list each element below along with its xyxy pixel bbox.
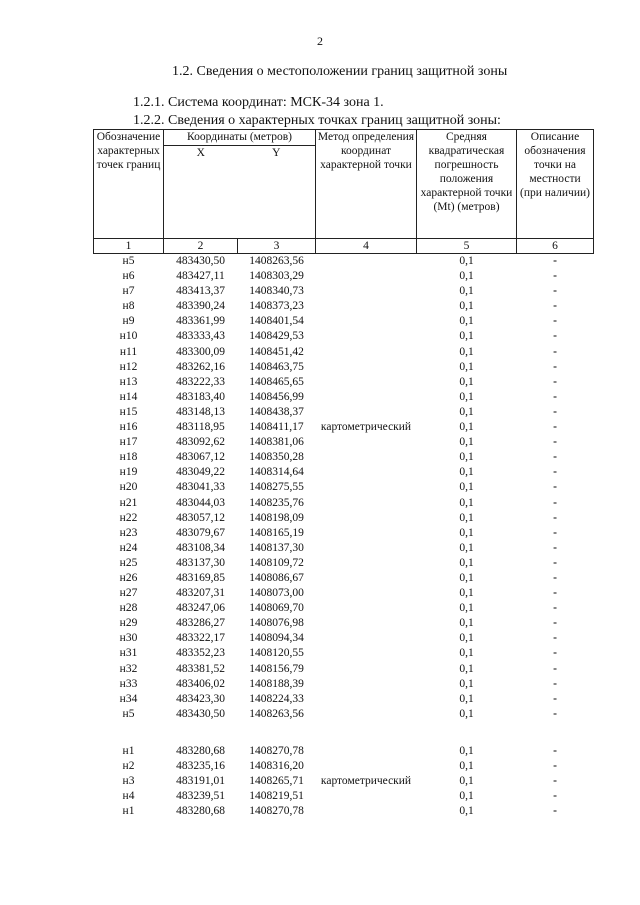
subsection-coordinate-system: 1.2.1. Система координат: МСК-34 зона 1. bbox=[133, 95, 384, 110]
method-cell bbox=[316, 556, 417, 571]
column-number: 2 bbox=[164, 239, 238, 254]
point-id: н11 bbox=[119, 345, 138, 358]
y-coordinate: 1408456,99 bbox=[249, 390, 304, 403]
description-value: - bbox=[553, 571, 557, 584]
section-title: 1.2. Сведения о местоположении границ защитной зоны bbox=[172, 64, 508, 79]
y-coordinate: 1408094,34 bbox=[249, 632, 304, 645]
y-coordinate: 1408235,76 bbox=[249, 496, 304, 509]
y-coordinate: 1408463,75 bbox=[249, 360, 304, 373]
table-row bbox=[94, 269, 594, 284]
error-value: 0,1 bbox=[459, 270, 474, 283]
error-value: 0,1 bbox=[459, 744, 474, 757]
error-value: 0,1 bbox=[459, 805, 474, 818]
y-coordinate: 1408270,78 bbox=[249, 744, 304, 757]
method-cell: картометрический bbox=[320, 421, 412, 434]
point-id: н13 bbox=[119, 375, 138, 388]
point-id: н8 bbox=[122, 300, 135, 313]
x-coordinate: 483280,68 bbox=[176, 744, 225, 757]
description-value: - bbox=[553, 360, 557, 373]
description-value: - bbox=[553, 436, 557, 449]
table-row bbox=[94, 744, 594, 759]
point-id: н22 bbox=[119, 511, 138, 524]
description-value: - bbox=[553, 390, 557, 403]
error-value: 0,1 bbox=[459, 677, 474, 690]
error-value: 0,1 bbox=[459, 285, 474, 298]
method-cell bbox=[316, 571, 417, 586]
x-coordinate: 483235,16 bbox=[176, 760, 225, 772]
x-coordinate: 483169,85 bbox=[176, 571, 225, 584]
description-value: - bbox=[553, 692, 557, 705]
error-value: 0,1 bbox=[459, 541, 474, 554]
x-coordinate: 483049,22 bbox=[176, 466, 225, 479]
description-value: - bbox=[553, 466, 557, 479]
point-id: н5 bbox=[122, 707, 135, 720]
description-value: - bbox=[553, 541, 557, 554]
table-row bbox=[94, 284, 594, 299]
method-cell bbox=[316, 284, 417, 299]
x-coordinate: 483137,30 bbox=[176, 556, 225, 569]
description-value: - bbox=[553, 496, 557, 509]
description-value: - bbox=[553, 526, 557, 539]
method-cell bbox=[316, 646, 417, 661]
point-id: н3 bbox=[122, 775, 135, 788]
x-coordinate: 483191,01 bbox=[176, 775, 225, 788]
description-value: - bbox=[553, 647, 557, 660]
error-value: 0,1 bbox=[459, 571, 474, 584]
y-coordinate: 1408073,00 bbox=[249, 587, 304, 600]
description-value: - bbox=[553, 775, 557, 788]
method-cell bbox=[316, 269, 417, 284]
error-value: 0,1 bbox=[459, 587, 474, 600]
error-value: 0,1 bbox=[459, 451, 474, 464]
table-row bbox=[94, 692, 594, 707]
error-value: 0,1 bbox=[459, 617, 474, 630]
description-value: - bbox=[553, 760, 557, 772]
x-coordinate: 483079,67 bbox=[176, 526, 225, 539]
y-coordinate: 1408303,29 bbox=[249, 270, 304, 283]
error-value: 0,1 bbox=[459, 405, 474, 418]
x-coordinate: 483390,24 bbox=[176, 300, 225, 313]
table-row bbox=[94, 314, 594, 329]
table-row bbox=[94, 299, 594, 314]
method-cell bbox=[316, 480, 417, 495]
x-coordinate: 483067,12 bbox=[176, 451, 225, 464]
method-cell bbox=[316, 450, 417, 465]
point-id: н34 bbox=[119, 692, 138, 705]
method-cell bbox=[316, 360, 417, 375]
y-coordinate: 1408465,65 bbox=[249, 375, 304, 388]
table-row bbox=[94, 345, 594, 360]
error-value: 0,1 bbox=[459, 390, 474, 403]
point-id: н24 bbox=[119, 541, 138, 554]
point-id: н2 bbox=[122, 760, 135, 772]
header-y: Y bbox=[238, 146, 316, 239]
table-row bbox=[94, 759, 594, 774]
point-id: н20 bbox=[119, 481, 138, 494]
method-cell bbox=[316, 526, 417, 541]
error-value: 0,1 bbox=[459, 300, 474, 313]
header-x: X bbox=[164, 146, 238, 239]
point-id: н17 bbox=[119, 436, 138, 449]
error-value: 0,1 bbox=[459, 632, 474, 645]
table-body bbox=[94, 254, 594, 820]
method-cell bbox=[316, 692, 417, 707]
subsection-points-info: 1.2.2. Сведения о характерных точках границ защитной зоны: bbox=[133, 113, 501, 128]
page-number: 2 bbox=[317, 34, 323, 48]
error-value: 0,1 bbox=[459, 602, 474, 615]
x-coordinate: 483262,16 bbox=[176, 360, 225, 373]
method-cell bbox=[316, 744, 417, 759]
group-separator bbox=[94, 722, 594, 744]
method-cell bbox=[316, 496, 417, 511]
description-value: - bbox=[553, 421, 557, 434]
method-cell bbox=[316, 586, 417, 601]
table-row bbox=[94, 631, 594, 646]
error-value: 0,1 bbox=[459, 647, 474, 660]
x-coordinate: 483381,52 bbox=[176, 662, 225, 675]
point-id: н10 bbox=[119, 330, 138, 343]
description-value: - bbox=[553, 405, 557, 418]
y-coordinate: 1408165,19 bbox=[249, 526, 304, 539]
point-id: н4 bbox=[122, 790, 135, 803]
x-coordinate: 483057,12 bbox=[176, 511, 225, 524]
method-cell bbox=[316, 405, 417, 420]
y-coordinate: 1408198,09 bbox=[249, 511, 304, 524]
description-value: - bbox=[553, 632, 557, 645]
y-coordinate: 1408224,33 bbox=[249, 692, 304, 705]
table-row bbox=[94, 390, 594, 405]
y-coordinate: 1408156,79 bbox=[249, 662, 304, 675]
method-cell bbox=[316, 511, 417, 526]
x-coordinate: 483322,17 bbox=[176, 632, 225, 645]
x-coordinate: 483118,95 bbox=[176, 421, 225, 434]
x-coordinate: 483222,33 bbox=[176, 375, 225, 388]
x-coordinate: 483280,68 bbox=[176, 805, 225, 818]
error-value: 0,1 bbox=[459, 775, 474, 788]
method-cell bbox=[316, 789, 417, 804]
description-value: - bbox=[553, 345, 557, 358]
y-coordinate: 1408188,39 bbox=[249, 677, 304, 690]
method-cell bbox=[316, 601, 417, 616]
table-row bbox=[94, 789, 594, 804]
table-row bbox=[94, 420, 594, 435]
description-value: - bbox=[553, 707, 557, 720]
error-value: 0,1 bbox=[459, 707, 474, 720]
point-id: н25 bbox=[119, 556, 138, 569]
x-coordinate: 483430,50 bbox=[176, 707, 225, 720]
table-row bbox=[94, 405, 594, 420]
table-row bbox=[94, 601, 594, 616]
error-value: 0,1 bbox=[459, 255, 474, 267]
error-value: 0,1 bbox=[459, 481, 474, 494]
x-coordinate: 483247,06 bbox=[176, 602, 225, 615]
point-id: н21 bbox=[119, 496, 138, 509]
x-coordinate: 483333,43 bbox=[176, 330, 225, 343]
error-value: 0,1 bbox=[459, 345, 474, 358]
table-row bbox=[94, 774, 594, 789]
table-row bbox=[94, 646, 594, 661]
method-cell bbox=[316, 804, 417, 819]
description-value: - bbox=[553, 511, 557, 524]
y-coordinate: 1408401,54 bbox=[249, 315, 304, 328]
column-number: 4 bbox=[316, 239, 417, 254]
table-row bbox=[94, 435, 594, 450]
y-coordinate: 1408069,70 bbox=[249, 602, 304, 615]
table-row bbox=[94, 480, 594, 495]
y-coordinate: 1408263,56 bbox=[249, 707, 304, 720]
y-coordinate: 1408076,98 bbox=[249, 617, 304, 630]
x-coordinate: 483430,50 bbox=[176, 255, 225, 267]
description-value: - bbox=[553, 315, 557, 328]
description-value: - bbox=[553, 790, 557, 803]
table-row bbox=[94, 496, 594, 511]
table-row bbox=[94, 360, 594, 375]
description-value: - bbox=[553, 255, 557, 267]
description-value: - bbox=[553, 805, 557, 818]
y-coordinate: 1408270,78 bbox=[249, 805, 304, 818]
y-coordinate: 1408429,53 bbox=[249, 330, 304, 343]
error-value: 0,1 bbox=[459, 692, 474, 705]
y-coordinate: 1408275,55 bbox=[249, 481, 304, 494]
point-id: н16 bbox=[119, 421, 138, 434]
point-id: н31 bbox=[119, 647, 138, 660]
table-row bbox=[94, 677, 594, 692]
table-row bbox=[94, 804, 594, 819]
y-coordinate: 1408381,06 bbox=[249, 436, 304, 449]
x-coordinate: 483423,30 bbox=[176, 692, 225, 705]
point-id: н23 bbox=[119, 526, 138, 539]
error-value: 0,1 bbox=[459, 421, 474, 434]
point-id: н29 bbox=[119, 617, 138, 630]
error-value: 0,1 bbox=[459, 496, 474, 509]
description-value: - bbox=[553, 481, 557, 494]
column-number: 6 bbox=[517, 239, 594, 254]
error-value: 0,1 bbox=[459, 662, 474, 675]
x-coordinate: 483286,27 bbox=[176, 617, 225, 630]
method-cell bbox=[316, 677, 417, 692]
description-value: - bbox=[553, 375, 557, 388]
table-row bbox=[94, 586, 594, 601]
description-value: - bbox=[553, 330, 557, 343]
method-cell bbox=[316, 631, 417, 646]
y-coordinate: 1408137,30 bbox=[249, 541, 304, 554]
description-value: - bbox=[553, 602, 557, 615]
description-value: - bbox=[553, 270, 557, 283]
error-value: 0,1 bbox=[459, 760, 474, 772]
separator-cell bbox=[94, 722, 594, 744]
method-cell bbox=[316, 345, 417, 360]
y-coordinate: 1408314,64 bbox=[249, 466, 304, 479]
x-coordinate: 483207,31 bbox=[176, 587, 225, 600]
table-row bbox=[94, 375, 594, 390]
x-coordinate: 483352,23 bbox=[176, 647, 225, 660]
point-id: н18 bbox=[119, 451, 138, 464]
table-row bbox=[94, 616, 594, 631]
method-cell bbox=[316, 465, 417, 480]
y-coordinate: 1408265,71 bbox=[249, 775, 304, 788]
column-number: 3 bbox=[238, 239, 316, 254]
table-row bbox=[94, 465, 594, 480]
point-id: н7 bbox=[122, 285, 135, 298]
error-value: 0,1 bbox=[459, 375, 474, 388]
table-row bbox=[94, 571, 594, 586]
point-id: н30 bbox=[119, 632, 138, 645]
column-number: 5 bbox=[417, 239, 517, 254]
x-coordinate: 483044,03 bbox=[176, 496, 225, 509]
method-cell bbox=[316, 329, 417, 344]
table-row bbox=[94, 511, 594, 526]
description-value: - bbox=[553, 556, 557, 569]
point-id: н9 bbox=[122, 315, 135, 328]
point-id: н19 bbox=[119, 466, 138, 479]
description-value: - bbox=[553, 451, 557, 464]
table-row bbox=[94, 254, 594, 270]
method-cell bbox=[316, 254, 417, 270]
point-id: н33 bbox=[119, 677, 138, 690]
y-coordinate: 1408340,73 bbox=[249, 285, 304, 298]
x-coordinate: 483108,34 bbox=[176, 541, 225, 554]
error-value: 0,1 bbox=[459, 526, 474, 539]
x-coordinate: 483041,33 bbox=[176, 481, 225, 494]
method-cell bbox=[316, 662, 417, 677]
error-value: 0,1 bbox=[459, 511, 474, 524]
table-header bbox=[94, 130, 594, 254]
method-cell bbox=[316, 541, 417, 556]
header-error: Средняя квадратическая погрешность положения характерной точки (Mt) (метров) bbox=[417, 130, 517, 239]
method-cell bbox=[316, 314, 417, 329]
coordinates-table bbox=[93, 129, 594, 819]
x-coordinate: 483092,62 bbox=[176, 436, 225, 449]
header-description: Описание обозначения точки на местности (при наличии) bbox=[517, 130, 594, 239]
y-coordinate: 1408219,51 bbox=[249, 790, 304, 803]
method-cell bbox=[316, 390, 417, 405]
table-row bbox=[94, 707, 594, 722]
header-method: Метод определения координат характерной точки bbox=[316, 130, 417, 239]
point-id: н27 bbox=[119, 587, 138, 600]
description-value: - bbox=[553, 677, 557, 690]
point-id: н5 bbox=[122, 255, 135, 267]
column-numbers-row bbox=[94, 239, 594, 254]
error-value: 0,1 bbox=[459, 790, 474, 803]
header-coordinates: Координаты (метров) bbox=[164, 130, 316, 146]
y-coordinate: 1408086,67 bbox=[249, 571, 304, 584]
error-value: 0,1 bbox=[459, 330, 474, 343]
point-id: н15 bbox=[119, 405, 138, 418]
table-row bbox=[94, 526, 594, 541]
y-coordinate: 1408411,17 bbox=[249, 421, 304, 434]
description-value: - bbox=[553, 662, 557, 675]
point-id: н1 bbox=[122, 805, 135, 818]
point-id: н32 bbox=[119, 662, 138, 675]
error-value: 0,1 bbox=[459, 315, 474, 328]
table-row bbox=[94, 329, 594, 344]
y-coordinate: 1408263,56 bbox=[249, 255, 304, 267]
error-value: 0,1 bbox=[459, 360, 474, 373]
table-row bbox=[94, 541, 594, 556]
table-row bbox=[94, 556, 594, 571]
point-id: н26 bbox=[119, 571, 138, 584]
description-value: - bbox=[553, 587, 557, 600]
y-coordinate: 1408316,20 bbox=[249, 760, 304, 772]
error-value: 0,1 bbox=[459, 436, 474, 449]
description-value: - bbox=[553, 300, 557, 313]
error-value: 0,1 bbox=[459, 556, 474, 569]
point-id: н1 bbox=[122, 744, 135, 757]
table-row bbox=[94, 662, 594, 677]
y-coordinate: 1408438,37 bbox=[249, 405, 304, 418]
y-coordinate: 1408109,72 bbox=[249, 556, 304, 569]
y-coordinate: 1408451,42 bbox=[249, 345, 304, 358]
description-value: - bbox=[553, 285, 557, 298]
x-coordinate: 483361,99 bbox=[176, 315, 225, 328]
error-value: 0,1 bbox=[459, 466, 474, 479]
point-id: н12 bbox=[119, 360, 138, 373]
method-cell bbox=[316, 707, 417, 722]
method-cell bbox=[316, 759, 417, 774]
y-coordinate: 1408120,55 bbox=[249, 647, 304, 660]
point-id: н14 bbox=[119, 390, 138, 403]
table-row bbox=[94, 450, 594, 465]
method-cell bbox=[316, 435, 417, 450]
column-number: 1 bbox=[94, 239, 164, 254]
x-coordinate: 483239,51 bbox=[176, 790, 225, 803]
y-coordinate: 1408373,23 bbox=[249, 300, 304, 313]
y-coordinate: 1408350,28 bbox=[249, 451, 304, 464]
x-coordinate: 483427,11 bbox=[176, 270, 225, 283]
x-coordinate: 483300,09 bbox=[176, 345, 225, 358]
method-cell bbox=[316, 616, 417, 631]
x-coordinate: 483183,40 bbox=[176, 390, 225, 403]
x-coordinate: 483406,02 bbox=[176, 677, 225, 690]
x-coordinate: 483148,13 bbox=[176, 405, 225, 418]
point-id: н28 bbox=[119, 602, 138, 615]
description-value: - bbox=[553, 744, 557, 757]
x-coordinate: 483413,37 bbox=[176, 285, 225, 298]
point-id: н6 bbox=[122, 270, 135, 283]
method-cell bbox=[316, 299, 417, 314]
header-designation: Обозначение характерных точек границ bbox=[94, 130, 164, 239]
method-cell bbox=[316, 375, 417, 390]
method-cell: картометрический bbox=[320, 775, 412, 788]
description-value: - bbox=[553, 617, 557, 630]
